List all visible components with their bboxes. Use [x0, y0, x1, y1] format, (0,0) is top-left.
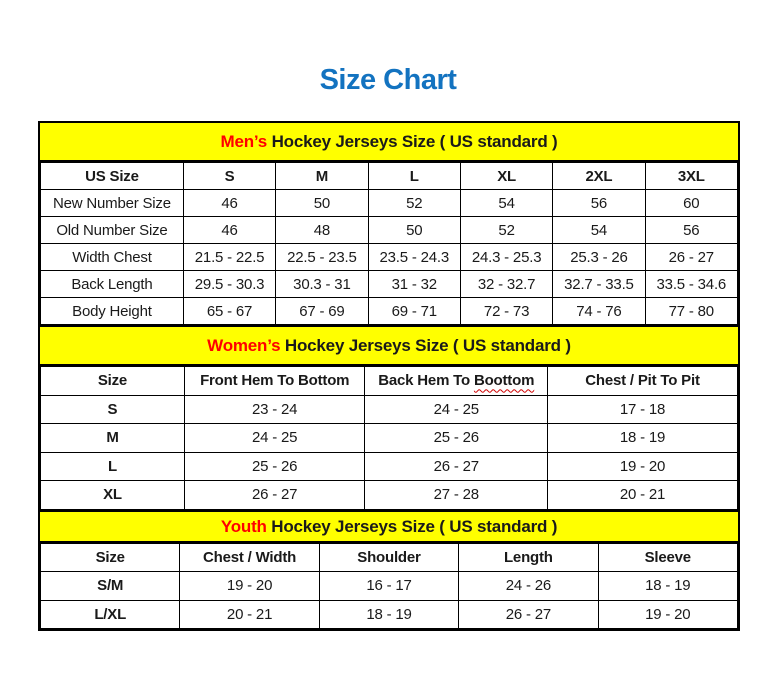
size-value: 20 - 21: [180, 600, 319, 629]
size-value: 24.3 - 25.3: [460, 244, 552, 271]
row-label: New Number Size: [41, 190, 184, 217]
table-row: [41, 452, 738, 481]
banner-highlight: Women’s: [207, 336, 281, 355]
column-header: S: [183, 163, 275, 190]
header-row: [41, 543, 738, 572]
row-label: S: [41, 395, 185, 424]
size-value: 25 - 26: [184, 452, 365, 481]
size-value: 25 - 26: [365, 424, 548, 453]
size-value: 23.5 - 24.3: [368, 244, 460, 271]
size-value: 19 - 20: [598, 600, 737, 629]
table-row: [41, 424, 738, 453]
size-value: 52: [368, 190, 460, 217]
size-value: 21.5 - 22.5: [183, 244, 275, 271]
banner-text: Hockey Jerseys Size ( US standard ): [266, 516, 558, 536]
table-row: [41, 244, 738, 271]
column-header: 3XL: [645, 163, 737, 190]
womens-section-banner: [40, 325, 738, 366]
header-text: Back Hem To: [378, 372, 474, 390]
column-header: Size: [41, 543, 180, 572]
womens-body-row-group: [41, 395, 738, 509]
size-value: 67 - 69: [276, 298, 368, 325]
size-value: 56: [645, 217, 737, 244]
size-value: 74 - 76: [553, 298, 645, 325]
row-label: M: [41, 424, 185, 453]
size-value: 17 - 18: [548, 395, 738, 424]
size-value: 72 - 73: [460, 298, 552, 325]
size-value: 33.5 - 34.6: [645, 271, 737, 298]
size-value: 26 - 27: [184, 481, 365, 510]
size-value: 65 - 67: [183, 298, 275, 325]
misspelled-word: Boottom: [473, 372, 535, 390]
size-value: 18 - 19: [598, 572, 737, 601]
size-value: 52: [460, 217, 552, 244]
size-value: 26 - 27: [645, 244, 737, 271]
table-row: [41, 600, 738, 629]
size-value: 50: [276, 190, 368, 217]
womens-size-table: [40, 366, 738, 510]
size-value: 24 - 25: [184, 424, 365, 453]
size-value: 19 - 20: [180, 572, 319, 601]
size-value: 16 - 17: [319, 572, 458, 601]
size-value: 48: [276, 217, 368, 244]
size-value: 60: [645, 190, 737, 217]
size-value: 32 - 32.7: [460, 271, 552, 298]
size-value: 46: [183, 190, 275, 217]
size-value: 32.7 - 33.5: [553, 271, 645, 298]
size-chart: [38, 121, 740, 631]
mens-size-table: [40, 162, 738, 325]
column-header: L: [368, 163, 460, 190]
size-value: 24 - 25: [365, 395, 548, 424]
row-label: Old Number Size: [41, 217, 184, 244]
size-value: 23 - 24: [184, 395, 365, 424]
mens-section-banner: [40, 123, 738, 162]
row-label: XL: [41, 481, 185, 510]
size-value: 50: [368, 217, 460, 244]
size-value: 22.5 - 23.5: [276, 244, 368, 271]
size-value: 18 - 19: [548, 424, 738, 453]
size-value: 56: [553, 190, 645, 217]
row-label: S/M: [41, 572, 180, 601]
mens-body-row-group: [41, 190, 738, 325]
youth-section-banner: [40, 510, 738, 543]
banner-text: Hockey Jerseys Size ( US standard ): [280, 336, 571, 355]
size-value: 77 - 80: [645, 298, 737, 325]
table-row: [41, 298, 738, 325]
column-header: Chest / Pit To Pit: [548, 367, 738, 396]
size-value: 26 - 27: [459, 600, 598, 629]
youth-body-row-group: [41, 572, 738, 629]
table-row: [41, 271, 738, 298]
column-header: 2XL: [553, 163, 645, 190]
banner-highlight: Men’s: [220, 132, 268, 151]
column-header: Chest / Width: [180, 543, 319, 572]
size-value: 29.5 - 30.3: [183, 271, 275, 298]
table-row: [41, 395, 738, 424]
column-header: Shoulder: [319, 543, 458, 572]
banner-highlight: Youth: [220, 516, 267, 536]
size-value: 69 - 71: [368, 298, 460, 325]
column-header: Size: [41, 367, 185, 396]
header-row: [41, 367, 738, 396]
row-label: Width Chest: [41, 244, 184, 271]
table-row: [41, 217, 738, 244]
size-value: 18 - 19: [319, 600, 458, 629]
header-row: [41, 163, 738, 190]
size-value: 54: [553, 217, 645, 244]
mens-header-row-group: [41, 163, 738, 190]
column-header: M: [276, 163, 368, 190]
size-value: 26 - 27: [365, 452, 548, 481]
row-label: L: [41, 452, 185, 481]
row-label: Body Height: [41, 298, 184, 325]
column-header: US Size: [41, 163, 184, 190]
size-value: 30.3 - 31: [276, 271, 368, 298]
column-header: Front Hem To Bottom: [184, 367, 365, 396]
table-row: [41, 190, 738, 217]
column-header: Length: [459, 543, 598, 572]
column-header: Sleeve: [598, 543, 737, 572]
size-value: 20 - 21: [548, 481, 738, 510]
table-row: [41, 572, 738, 601]
size-value: 25.3 - 26: [553, 244, 645, 271]
youth-size-table: [40, 543, 738, 630]
row-label: Back Length: [41, 271, 184, 298]
column-header: XL: [460, 163, 552, 190]
row-label: L/XL: [41, 600, 180, 629]
page-title: Size Chart: [319, 64, 457, 96]
youth-header-row-group: [41, 543, 738, 572]
size-value: 54: [460, 190, 552, 217]
size-value: 31 - 32: [368, 271, 460, 298]
column-header: [365, 367, 548, 396]
womens-header-row-group: [41, 367, 738, 396]
size-value: 24 - 26: [459, 572, 598, 601]
size-value: 19 - 20: [548, 452, 738, 481]
banner-text: Hockey Jerseys Size ( US standard ): [267, 132, 558, 151]
table-row: [41, 481, 738, 510]
size-value: 46: [183, 217, 275, 244]
size-value: 27 - 28: [365, 481, 548, 510]
